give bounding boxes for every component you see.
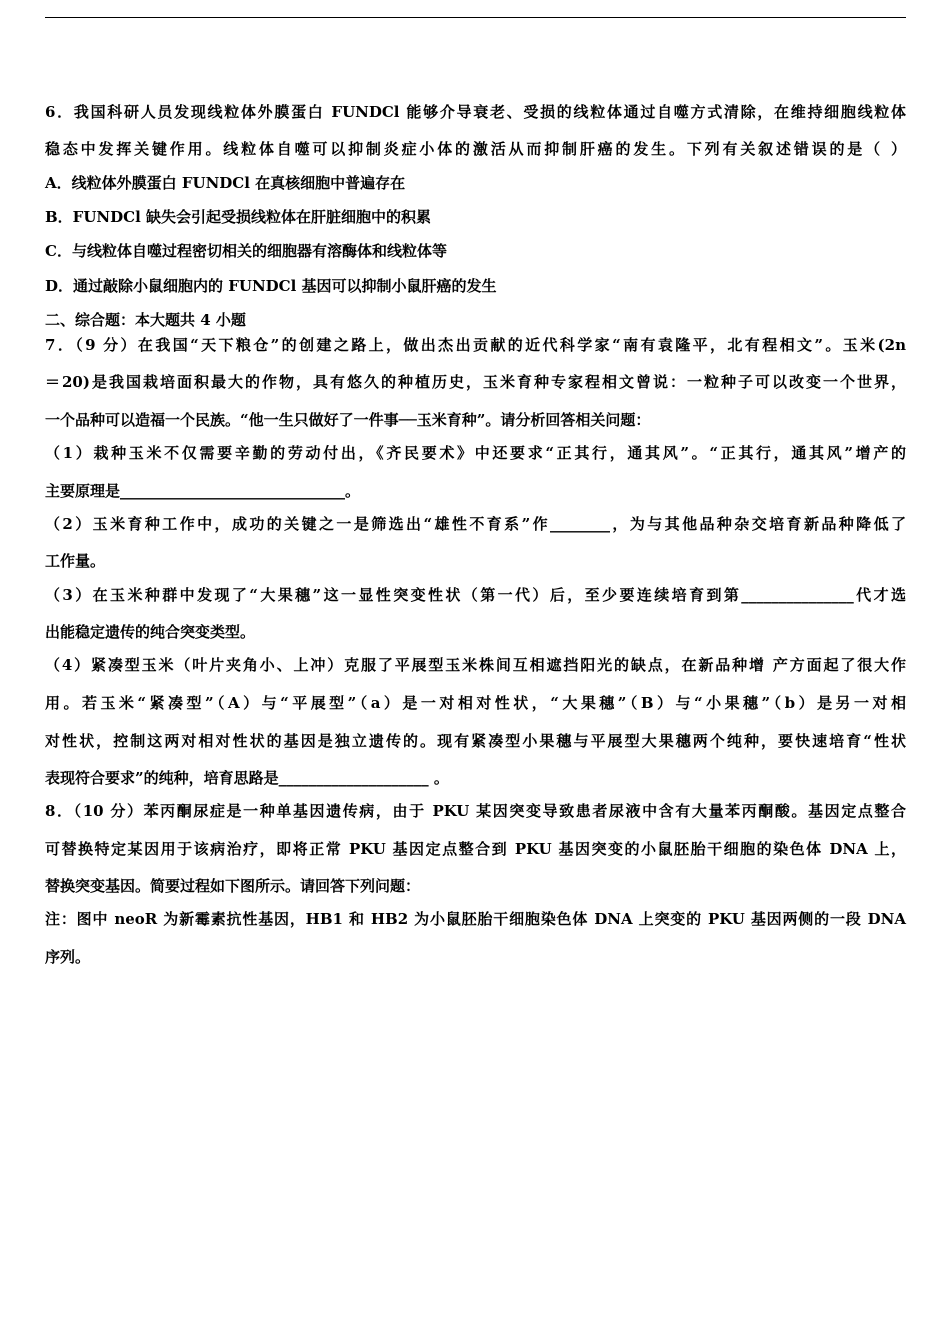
q6-option-d: D．通过敲除小鼠细胞内的 FUNDCl 基因可以抑制小鼠肝癌的发生 — [45, 277, 497, 295]
q8-line-2: 可替换特定某因用于该病治疗，即将正常 PKU 基因定点整合到 PKU 基因突变的小鼠胚胎干细胞的染色体 DNA 上， — [45, 840, 906, 858]
section-heading: 二、综合题：本大题共 4 小题 — [45, 311, 246, 329]
q7-sub3-line-2: 出能稳定遗传的纯合突变类型。 — [45, 623, 256, 641]
q6-option-a: A．线粒体外膜蛋白 FUNDCl 在真核细胞中普遍存在 — [45, 174, 406, 192]
q6-stem-line-2: 稳态中发挥关键作用。线粒体自噬可以抑制炎症小体的激活从而抑制肝癌的发生。下列有关叙述错误的是（ ） — [45, 140, 906, 158]
q8-note-line-2: 序列。 — [45, 948, 91, 966]
q8-line-1: 8．（10 分）苯丙酮尿症是一种单基因遗传病，由于 PKU 某因突变导致患者尿液中含有大量苯丙酮酸。基因定点整合 — [45, 802, 906, 820]
q7-sub2-line-1: （2）玉米育种工作中，成功的关键之一是筛选出“雄性不育系”作________，为与其他品种杂交培育新品种降低了 — [45, 515, 906, 533]
q7-sub4-line-4: 表现符合要求”的纯种，培育思路是____________________ 。 — [45, 769, 449, 787]
q7-sub3-line-1: （3）在玉米种群中发现了“大果穗”这一显性突变性状（第一代）后，至少要连续培育到第_______________代才选 — [45, 586, 906, 604]
q7-sub4-line-2: 用。若玉米“紧凑型”（A）与“平展型”（a）是一对相对性状，“大果穗”（B）与“小果穗”（b）是另一对相 — [45, 694, 906, 712]
q6-option-c: C．与线粒体自噬过程密切相关的细胞器有溶酶体和线粒体等 — [45, 242, 447, 260]
header-rule — [45, 17, 906, 18]
q7-sub2-line-2: 工作量。 — [45, 552, 106, 570]
q8-line-3: 替换突变基因。简要过程如下图所示。请回答下列问题： — [45, 877, 421, 895]
q8-note-line-1: 注：图中 neoR 为新霉素抗性基因，HB1 和 HB2 为小鼠胚胎干细胞染色体 DNA 上突变的 PKU 基因两侧的一段 DNA — [45, 910, 906, 928]
q7-line-2: ＝20)是我国栽培面积最大的作物，具有悠久的种植历史，玉米育种专家程相文曾说：一粒种子可以改变一个世界， — [45, 373, 906, 391]
q6-stem-line-1: 6．我国科研人员发现线粒体外膜蛋白 FUNDCl 能够介导衰老、受损的线粒体通过自噬方式清除，在维持细胞线粒体 — [45, 103, 906, 121]
q7-sub1-line-2: 主要原理是______________________________。 — [45, 482, 361, 500]
q7-line-1: 7．（9 分）在我国“天下粮仓”的创建之路上，做出杰出贡献的近代科学家“南有袁隆平，北有程相文”。玉米(2n — [45, 336, 906, 354]
q6-option-b: B．FUNDCl 缺失会引起受损线粒体在肝脏细胞中的积累 — [45, 208, 431, 226]
q7-sub4-line-1: （4）紧凑型玉米（叶片夹角小、上冲）克服了平展型玉米株间互相遮挡阳光的缺点，在新品种增 产方面起了很大作 — [45, 656, 906, 674]
q7-sub4-line-3: 对性状，控制这两对相对性状的基因是独立遗传的。现有紧凑型小果穗与平展型大果穗两个纯种，要快速培育“性状 — [45, 732, 906, 750]
q7-line-3: 一个品种可以造福一个民族。“他一生只做好了一件事──玉米育种”。请分析回答相关问题： — [45, 411, 651, 429]
q7-sub1-line-1: （1）栽种玉米不仅需要辛勤的劳动付出，《齐民要术》中还要求“正其行，通其风”。“正其行，通其风”增产的 — [45, 444, 906, 462]
